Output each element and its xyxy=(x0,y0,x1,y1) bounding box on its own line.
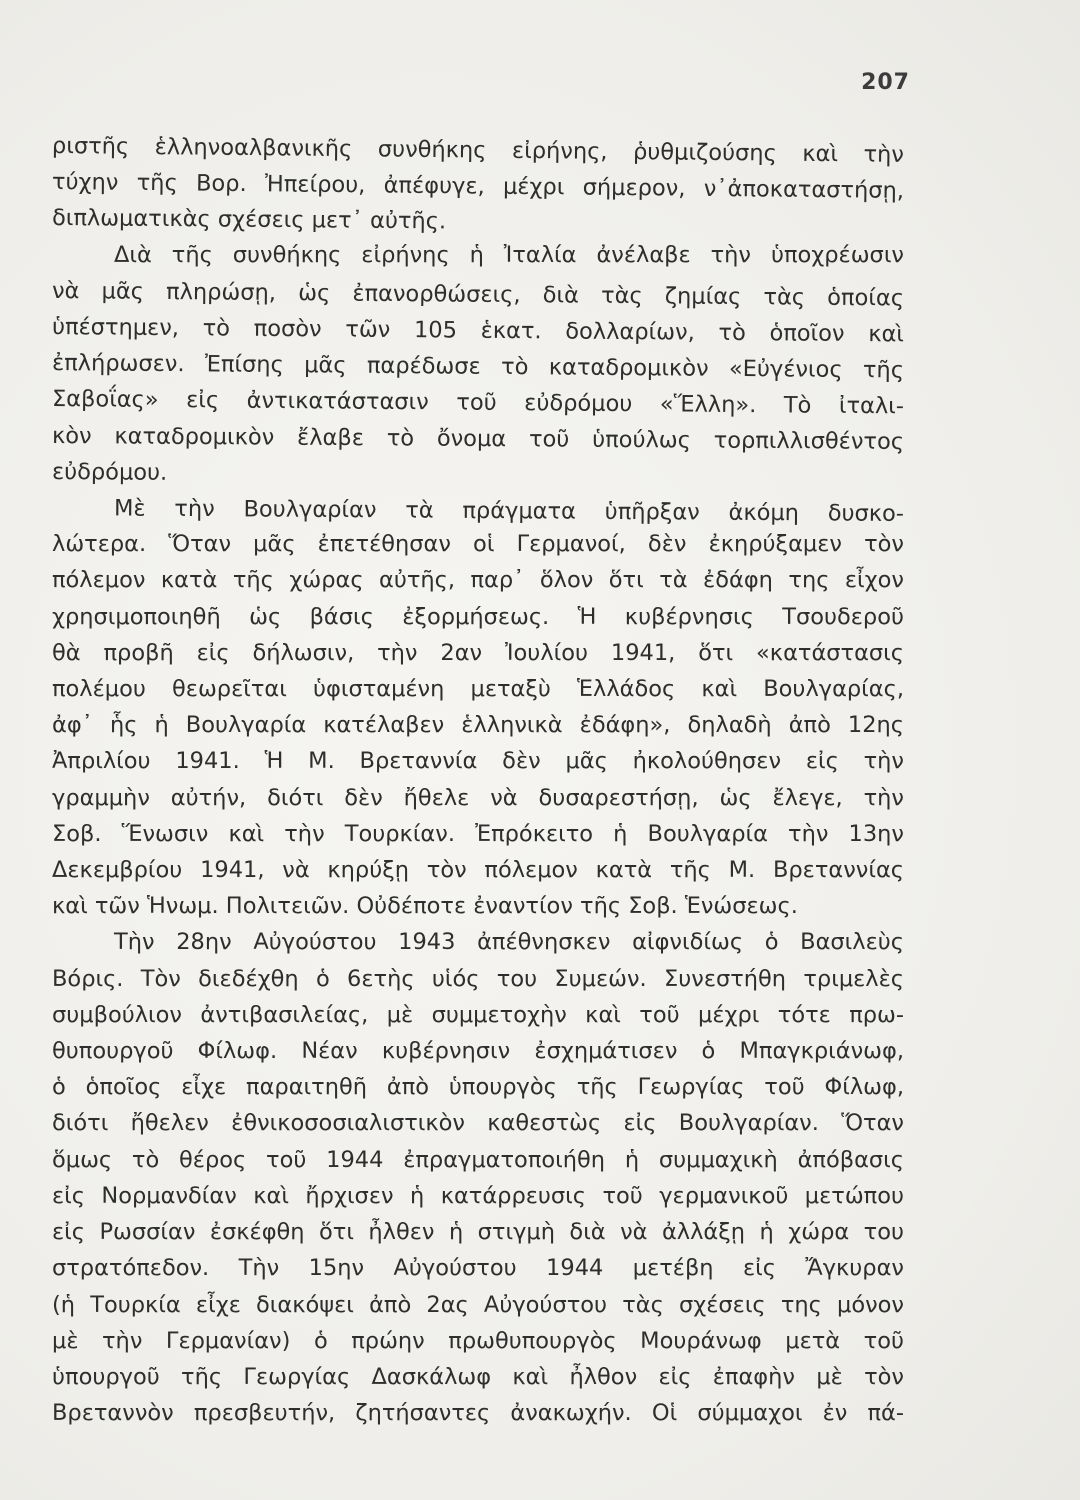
text-line: κὸν καταδρομικὸν ἔλαβε τὸ ὄνομα τοῦ ὑπούλως τορπιλλισθέντος xyxy=(51,422,905,455)
text-line: Σαβοΐας» εἰς ἀντικατάστασιν τοῦ εὐδρόμου «Ἕλλη». Τὸ ἰταλι- xyxy=(51,386,905,420)
text-line: (ἡ Τουρκία εἶχε διακόψει ἀπὸ 2ας Αὐγούστου τὰς σχέσεις της μόνον xyxy=(52,1291,904,1318)
text-line: θὰ προβῆ εἰς δήλωσιν, τὴν 2αν Ἰουλίου 1941, ὅτι «κατάστασις xyxy=(52,639,904,666)
text-line: ὁ ὁποῖος εἶχε παραιτηθῆ ἀπὸ ὑπουργὸς τῆς Γεωργίας τοῦ Φίλωφ, xyxy=(52,1074,904,1101)
text-line: Διὰ τῆς συνθήκης εἰρήνης ἡ Ἰταλία ἀνέλαβε τὴν ὑποχρέωσιν xyxy=(114,241,904,268)
text-line: ἐπλήρωσεν. Ἐπίσης μᾶς παρέδωσε τὸ καταδρομικὸν «Εὐγένιος τῆς xyxy=(51,350,905,384)
text-line: ριστῆς ἑλληνοαλβανικῆς συνθήκης εἰρήνης, ῥυθμιζούσης καὶ τὴν xyxy=(51,133,905,168)
text-line: Δεκεμβρίου 1941, νὰ κηρύξῃ τὸν πόλεμον κατὰ τῆς Μ. Βρεταννίας xyxy=(52,857,904,884)
text-line: Βρεταννὸν πρεσβευτήν, ζητήσαντες ἀνακωχήν. Οἱ σύμμαχοι ἐν πά- xyxy=(52,1400,904,1427)
text-line: ἀφ᾽ ἧς ἡ Βουλγαρία κατέλαβεν ἑλληνικὰ ἐδάφη», δηλαδὴ ἀπὸ 12ης xyxy=(52,712,904,739)
text-line: Μὲ τὴν Βουλγαρίαν τὰ πράγματα ὑπῆρξαν ἀκόμη δυσκο- xyxy=(113,495,905,527)
text-line: μὲ τὴν Γερμανίαν) ὁ πρώην πρωθυπουργὸς Μουράνωφ μετὰ τοῦ xyxy=(52,1327,904,1354)
text-line: συμβούλιον ἀντιβασιλείας, μὲ συμμετοχὴν καὶ τοῦ μέχρι τότε πρω- xyxy=(52,1001,904,1028)
text-line: λώτερα. Ὅταν μᾶς ἐπετέθησαν οἱ Γερμανοί, δὲν ἐκηρύξαμεν τὸν xyxy=(52,531,904,558)
text-line: Βόρις. Τὸν διεδέχθη ὁ 6ετὴς υἱός του Συμεών. Συνεστήθη τριμελὲς xyxy=(52,965,904,992)
body-text xyxy=(52,128,904,1431)
text-line: Σοβ. Ἕνωσιν καὶ τὴν Τουρκίαν. Ἐπρόκειτο ἡ Βουλγαρία τὴν 13ην xyxy=(52,820,904,847)
text-line: εἰς Ρωσσίαν ἐσκέφθη ὅτι ἦλθεν ἡ στιγμὴ διὰ νὰ ἀλλάξῃ ἡ χώρα του xyxy=(52,1219,904,1246)
text-line: τύχην τῆς Βορ. Ἠπείρου, ἀπέφυγε, μέχρι σήμερον, ν᾽ἀποκαταστήσῃ, xyxy=(51,169,905,205)
text-line: διπλωματικὰς σχέσεις μετ᾽ αὐτῆς. xyxy=(51,205,447,235)
text-line: καὶ τῶν Ἡνωμ. Πολιτειῶν. Οὐδέποτε ἐναντίον τῆς Σοβ. Ἑνώσεως. xyxy=(52,893,798,920)
text-line: ὅμως τὸ θέρος τοῦ 1944 ἐπραγματοποιήθη ἡ συμμαχικὴ ἀπόβασις xyxy=(52,1146,904,1173)
text-line: εὐδρόμου. xyxy=(51,458,168,486)
text-line: στρατόπεδον. Τὴν 15ην Αὐγούστου 1944 μετέβη εἰς Ἄγκυραν xyxy=(52,1255,904,1282)
page-number: 207 xyxy=(861,70,910,95)
text-line: Τὴν 28ην Αὐγούστου 1943 ἀπέθνησκεν αἰφνιδίως ὁ Βασιλεὺς xyxy=(114,929,904,956)
text-line: διότι ἤθελεν ἐθνικοσοσιαλιστικὸν καθεστὼς εἰς Βουλγαρίαν. Ὅταν xyxy=(52,1110,904,1137)
text-line: νὰ μᾶς πληρώσῃ, ὡς ἐπανορθώσεις, διὰ τὰς ζημίας τὰς ὁποίας xyxy=(51,277,905,312)
text-line: πολέμου θεωρεῖται ὑφισταμένη μεταξὺ Ἑλλάδος καὶ Βουλγαρίας, xyxy=(52,676,904,703)
text-line: θυπουργοῦ Φίλωφ. Νέαν κυβέρνησιν ἐσχημάτισεν ὁ Μπαγκριάνωφ, xyxy=(52,1038,904,1065)
text-line: ὑπέστημεν, τὸ ποσὸν τῶν 105 ἑκατ. δολλαρίων, τὸ ὁποῖον καὶ xyxy=(51,314,905,348)
text-line: ὑπουργοῦ τῆς Γεωργίας Δασκάλωφ καὶ ἦλθον εἰς ἐπαφὴν μὲ τὸν xyxy=(52,1363,904,1390)
text-line: εἰς Νορμανδίαν καὶ ἤρχισεν ἡ κατάρρευσις τοῦ γερμανικοῦ μετώπου xyxy=(52,1182,904,1209)
text-line: Ἀπριλίου 1941. Ἡ Μ. Βρεταννία δὲν μᾶς ἠκολούθησεν εἰς τὴν xyxy=(52,748,904,775)
text-line: γραμμὴν αὐτήν, διότι δὲν ἤθελε νὰ δυσαρεστήσῃ, ὡς ἔλεγε, τὴν xyxy=(52,784,904,811)
text-line: πόλεμον κατὰ τῆς χώρας αὐτῆς, παρ᾽ ὅλον ὅτι τὰ ἐδάφη της εἶχον xyxy=(52,567,904,594)
text-line: χρησιμοποιηθῆ ὡς βάσις ἐξορμήσεως. Ἡ κυβέρνησις Τσουδεροῦ xyxy=(52,603,904,630)
